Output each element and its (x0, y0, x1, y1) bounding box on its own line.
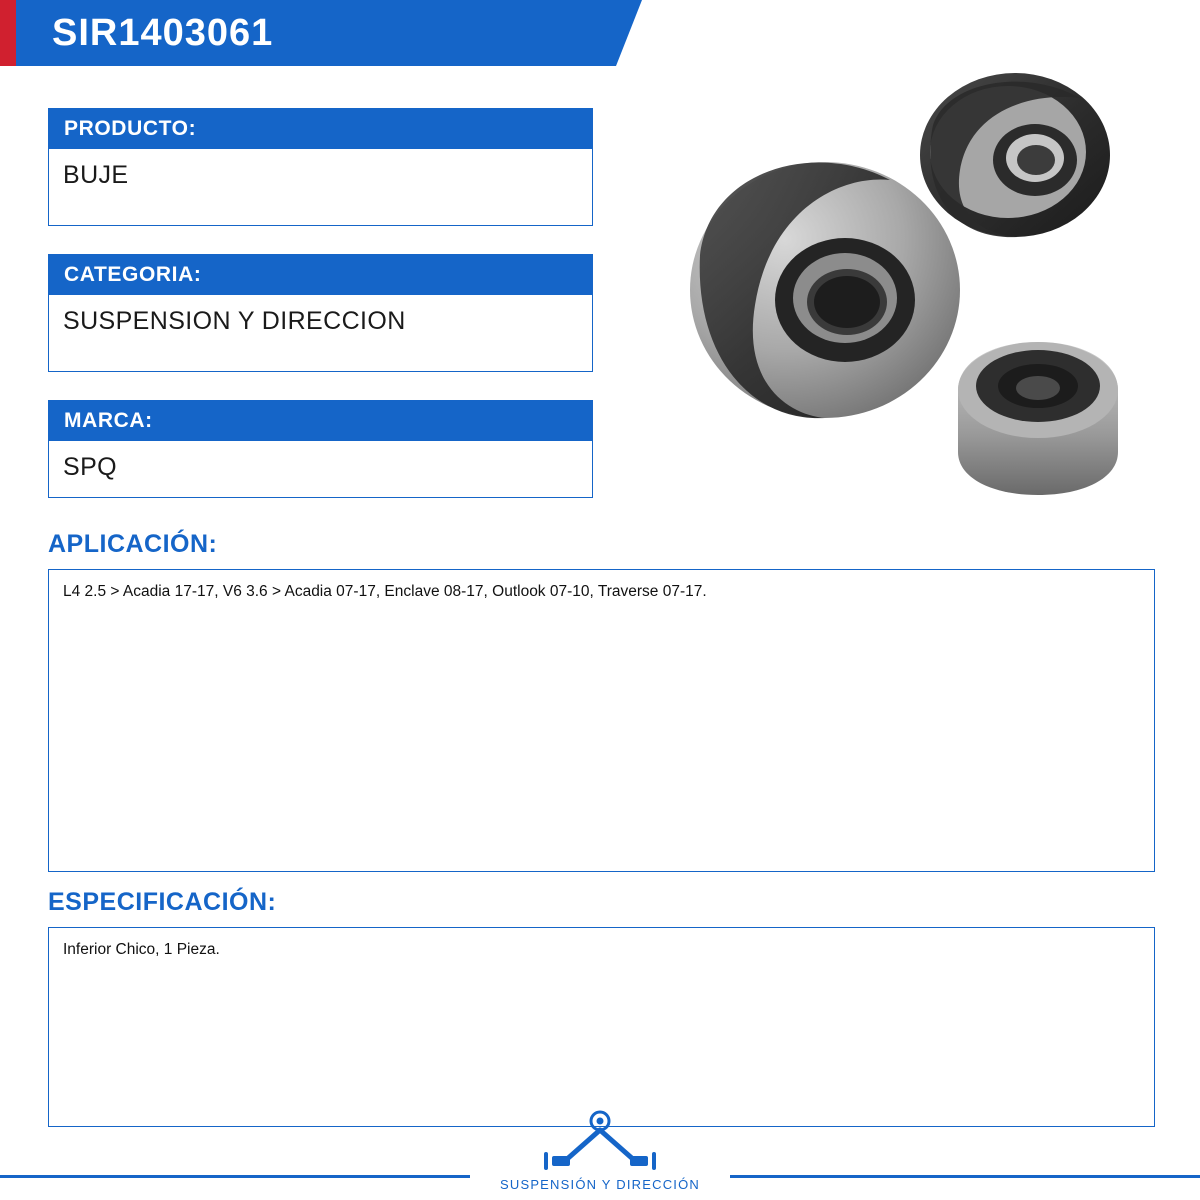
footer-divider-right (730, 1175, 1200, 1178)
aplicacion-title: APLICACIÓN: (48, 530, 218, 558)
field-producto-label: PRODUCTO: (48, 108, 593, 149)
product-photo (640, 70, 1180, 520)
header (0, 0, 1200, 70)
product-info-column (48, 108, 593, 526)
footer (0, 1090, 1200, 1200)
field-marca-value-box (48, 441, 593, 498)
field-marca (48, 400, 593, 498)
field-marca-label: MARCA: (48, 400, 593, 441)
field-producto-value: BUJE (63, 161, 129, 189)
field-categoria (48, 254, 593, 372)
control-arm-icon (540, 1108, 660, 1170)
page-title: SIR1403061 (52, 12, 274, 54)
bushing-top-right (920, 73, 1110, 237)
footer-caption: SUSPENSIÓN Y DIRECCIÓN (499, 1177, 700, 1192)
field-producto-value-box (48, 149, 593, 226)
footer-divider-left (0, 1175, 470, 1178)
bushing-bottom-right (958, 342, 1118, 495)
especificacion-title: ESPECIFICACIÓN: (48, 888, 277, 916)
field-categoria-value-box (48, 295, 593, 372)
field-producto (48, 108, 593, 226)
footer-logo (450, 1108, 750, 1192)
especificacion-text: Inferior Chico, 1 Pieza. (63, 941, 220, 958)
aplicacion-text: L4 2.5 > Acadia 17-17, V6 3.6 > Acadia 07-17, Enclave 08-17, Outlook 07-10, Traverse 07-17. (63, 583, 707, 600)
field-categoria-value: SUSPENSION Y DIRECCION (63, 307, 406, 335)
aplicacion-box (48, 569, 1155, 872)
aplicacion-section (48, 530, 1155, 872)
field-categoria-label: CATEGORIA: (48, 254, 593, 295)
field-marca-value: SPQ (63, 453, 117, 481)
bushing-large (690, 162, 960, 418)
